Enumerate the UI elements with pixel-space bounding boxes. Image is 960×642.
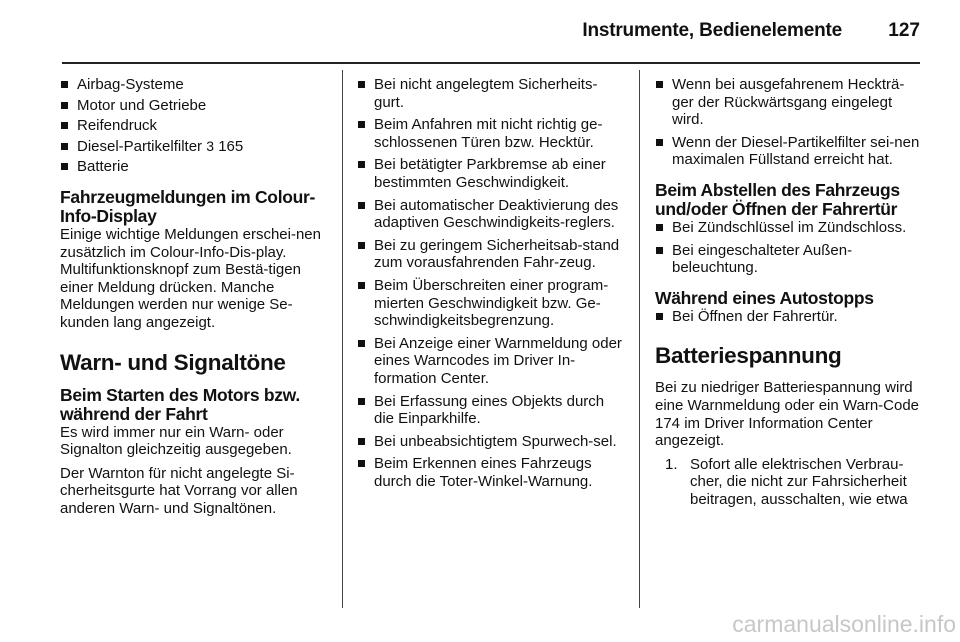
- section-heading: Während eines Autostopps: [655, 287, 874, 308]
- list-item: Bei automatischer Deaktivierung des adaptiven Geschwindigkeits-reglers.: [357, 197, 625, 232]
- page-ref-number: 165: [218, 137, 244, 155]
- paragraph: Der Warnton für nicht angelegte Si-cherheitsgurte hat Vorrang vor allen anderen Warn- und Signaltönen.: [60, 464, 298, 517]
- list-item: Reifendruck: [60, 117, 325, 135]
- list-item: Wenn bei ausgefahrenem Heckträ-ger der Rückwärtsgang eingelegt wird.: [655, 76, 925, 129]
- list-item: Batterie: [60, 158, 325, 176]
- list-item: Bei nicht angelegtem Sicherheits-gurt.: [357, 76, 625, 111]
- item-text: Sofort alle elektrischen Verbrau-cher, die nicht zur Fahrsicherheit beitragen, ausschalten, wie etwa: [690, 455, 908, 508]
- bullet-list: [60, 76, 325, 176]
- list-item: Bei eingeschalteter Außen-beleuchtung.: [655, 242, 925, 277]
- list-item: Bei Erfassung eines Objekts durch die Einparkhilfe.: [357, 393, 625, 428]
- list-item: Motor und Getriebe: [60, 97, 325, 115]
- section-heading: Beim Starten des Motors bzw. während der Fahrt: [60, 384, 300, 424]
- column-divider: [342, 70, 343, 608]
- list-item: Bei unbeabsichtigtem Spurwech-sel.: [357, 433, 625, 451]
- column-2: [357, 76, 625, 495]
- list-item-text: Diesel-Partikelfilter: [77, 137, 203, 155]
- column-3: [655, 76, 925, 509]
- list-item: Beim Erkennen eines Fahrzeugs durch die Toter-Winkel-Warnung.: [357, 455, 625, 490]
- list-item: Airbag-Systeme: [60, 76, 325, 94]
- paragraph: Es wird immer nur ein Warn- oder Signalton gleichzeitig ausgegeben.: [60, 423, 292, 459]
- chapter-heading: Warn- und Signaltöne: [60, 349, 286, 375]
- list-item: Wenn der Diesel-Partikelfilter sei-nen maximalen Füllstand erreicht hat.: [655, 134, 925, 169]
- section-heading: Beim Abstellen des Fahrzeugs und/oder Öffnen der Fahrertür: [655, 179, 900, 219]
- list-item: Beim Anfahren mit nicht richtig ge-schlossenen Türen bzw. Hecktür.: [357, 116, 625, 151]
- list-item: Bei zu geringem Sicherheitsab-stand zum vorausfahrenden Fahr-zeug.: [357, 237, 625, 272]
- list-item: [60, 138, 325, 156]
- paragraph: Einige wichtige Meldungen erschei-nen zusätzlich im Colour-Info-Dis-play. Multifunktionsknopf zum Bestä-tigen einer Meldung drücken. Manche Meldungen werden nur wenige Se-kunden lang angezeigt.: [60, 225, 321, 331]
- numbered-item: [655, 456, 925, 509]
- page-header: [62, 0, 920, 64]
- watermark: carmanualsonline.info: [732, 611, 956, 637]
- list-item: Bei Öffnen der Fahrertür.: [655, 308, 925, 326]
- page-ref-icon: 3: [206, 137, 215, 154]
- list-item: Bei betätigter Parkbremse ab einer bestimmten Geschwindigkeit.: [357, 156, 625, 191]
- paragraph: Bei zu niedriger Batteriespannung wird eine Warnmeldung oder ein Warn-Code 174 im Driver Information Center angezeigt.: [655, 379, 920, 450]
- page-number: 127: [888, 20, 920, 41]
- list-item: Bei Anzeige einer Warnmeldung oder eines Warncodes im Driver In-formation Center.: [357, 335, 625, 388]
- column-divider: [639, 70, 640, 608]
- item-number: 1.: [665, 455, 678, 473]
- list-item: Bei Zündschlüssel im Zündschloss.: [655, 219, 925, 237]
- chapter-heading: Batteriespannung: [655, 343, 842, 369]
- column-1: [60, 76, 325, 524]
- section-heading: Fahrzeugmeldungen im Colour-Info-Display: [60, 186, 316, 226]
- header-title: Instrumente, Bedienelemente: [582, 20, 842, 41]
- list-item: Beim Überschreiten einer program-mierten Geschwindigkeit bzw. Ge-schwindigkeitsbegrenzung.: [357, 277, 625, 330]
